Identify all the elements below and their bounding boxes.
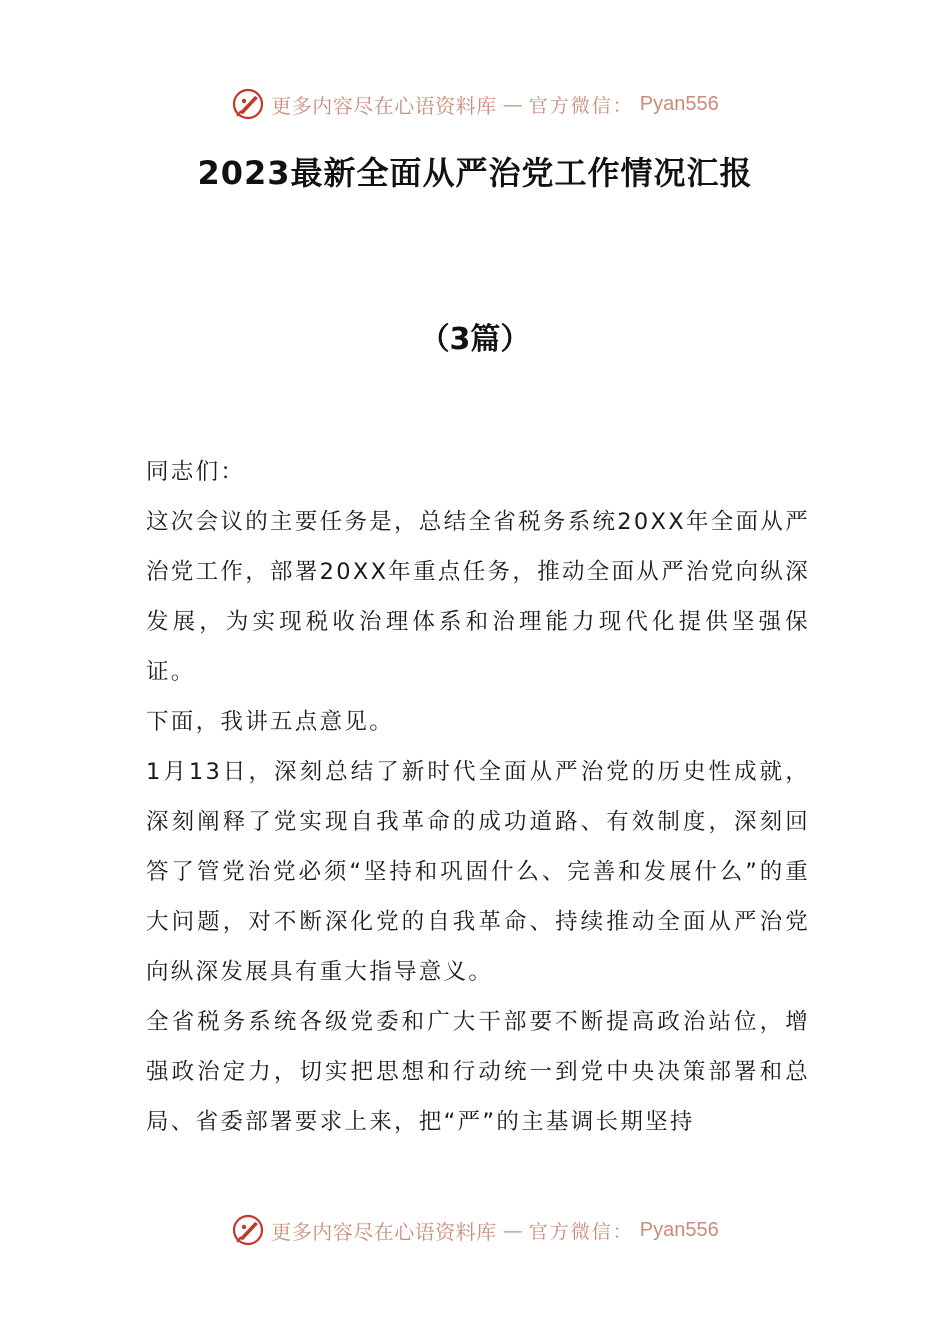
watermark-site-text: 更多内容尽在心语资料库 xyxy=(271,1219,497,1244)
watermark-label: 官方微信： xyxy=(528,1220,634,1243)
watermark-label: 官方微信： xyxy=(528,94,634,117)
watermark-site-text: 更多内容尽在心语资料库 xyxy=(271,93,497,118)
quill-logo-icon xyxy=(231,1213,265,1247)
header-watermark xyxy=(0,84,950,124)
quill-logo-icon xyxy=(231,87,265,121)
watermark-wechat-id: Pyan556 xyxy=(639,1218,719,1241)
body-paragraph: 同志们： xyxy=(146,459,246,485)
watermark-wechat-id: Pyan556 xyxy=(639,92,719,115)
body-paragraph: 全省税务系统各级党委和广大干部要不断提高政治站位，增强政治定力，切实把思想和行动统一到党中央决策部署和总局、省委部署要求上来，把“严”的主基调长期坚持 xyxy=(146,1009,810,1135)
body-paragraph: 下面，我讲五点意见。 xyxy=(146,709,395,735)
body-paragraph: 这次会议的主要任务是，总结全省税务系统20XX年全面从严治党工作，部署20XX年重点任务，推动全面从严治党向纵深发展，为实现税收治理体系和治理能力现代化提供坚强保证。 xyxy=(146,509,810,685)
document-body xyxy=(146,447,810,1147)
body-paragraph: 1月13日，深刻总结了新时代全面从严治党的历史性成就，深刻阐释了党实现自我革命的成功道路、有效制度，深刻回答了管党治党必须“坚持和巩固什么、完善和发展什么”的重大问题，对不断深化党的自我革命、持续推动全面从严治党向纵深发展具有重大指导意义。 xyxy=(146,759,810,985)
footer-watermark xyxy=(0,1210,950,1250)
document-title: 2023最新全面从严治党工作情况汇报 xyxy=(197,154,753,192)
watermark-dash: — xyxy=(502,1218,523,1242)
watermark-dash: — xyxy=(502,92,523,116)
document-subtitle: （3篇） xyxy=(419,322,531,357)
